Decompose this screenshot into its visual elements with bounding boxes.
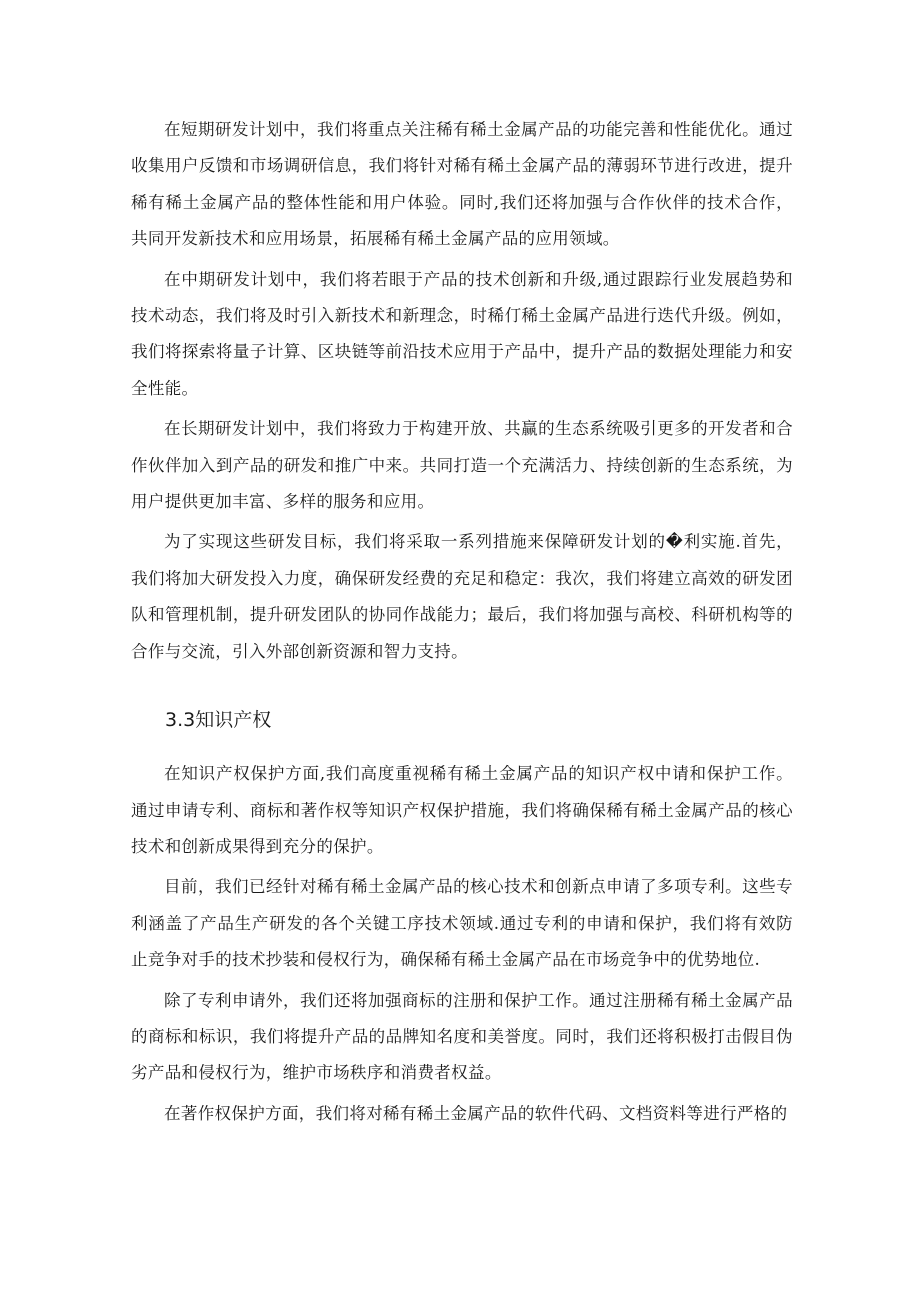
paragraph-mid-term-plan: 在中期研发计划中，我们将若眼于产品的技术创新和升级,通过跟踪行业发展趋势和技术动态，我们将及时引入新技术和新理念，时稀仃稀土金属产品进行迭代升级。例如，我们将探索将量子计算、区块链等前沿技术应用于产品中，提升产品的数据处理能力和安全性能。: [131, 269, 793, 398]
paragraph-trademarks: 除了专利申请外，我们还将加强商标的注册和保护工作。通过注册稀有稀土金属产品的商标和标识，我们将提升产品的品牌知名度和美誉度。同时，我们还将积极打击假目伪劣产品和侵权行为，维护市场秩序和消费者权益。: [131, 990, 793, 1083]
paragraph-copyright: 在著作权保护方面，我们将对稀有稀土金属产品的软件代码、文档资料等进行严格的: [164, 1103, 788, 1123]
paragraph-short-term-plan: 在短期研发计划中，我们将重点关注稀有稀土金属产品的功能完善和性能优化。通过收集用户反馈和市场调研信息，我们将针对稀有稀土金属产品的薄弱环节进行改进，提升稀有稀土金属产品的整体性能和用户体验。同时,我们还将加强与合作伙伴的技术合作，共同开发新技术和应用场景，拓展稀有稀土金属产品的应用领域。: [131, 120, 793, 249]
section-heading-ip: 3.3知识产权: [165, 709, 272, 732]
paragraph-ip-protection: 在知识产权保护方面,我们高度重视稀有稀土金属产品的知识产权中请和保护工作。通过申请专利、商标和著作权等知识产权保护措施，我们将确保稀有稀土金属产品的核心技术和创新成果得到充分的保护。: [131, 764, 793, 856]
paragraph-long-term-plan: 在长期研发计划中，我们将致力于构建开放、共赢的生态系统吸引更多的开发者和合作伙伴加入到产品的研发和推广中来。共同打造一个充满活力、持续创新的生态系统，为用户提供更加丰富、多样的服务和应用。: [131, 419, 793, 512]
paragraph-measures: 为了实现这些研发目标，我们将采取一系列措施来保障研发计划的�利实施.首先，我们将加大研发投入力度，确保研发经费的充足和稳定：我次，我们将建立高效的研发团队和管理机制，提升研发团队的协同作战能力；最后，我们将加强与高校、科研机构等的合作与交流，引入外部创新资源和智力支持。: [131, 532, 793, 661]
document-body: [131, 112, 793, 1132]
paragraph-patents: 目前，我们已经针对稀有稀土金属产品的核心技术和创新点申请了多项专利。这些专利涵盖了产品生产研发的各个关键工序技术领域.通过专利的申请和保护，我们将有效防止竞争对手的技术抄装和侵权行为，确保稀有稀土金属产品在市场竞争中的优势地位.: [131, 877, 793, 970]
